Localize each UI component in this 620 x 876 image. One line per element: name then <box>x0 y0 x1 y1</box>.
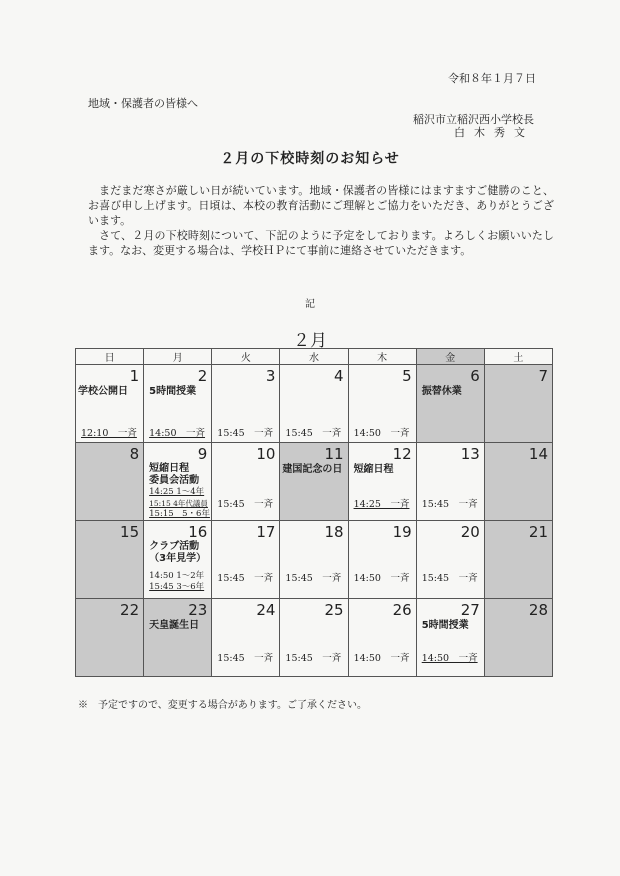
day-cell-1 <box>76 365 144 443</box>
day-number: 2 <box>197 367 208 385</box>
recipient-line: 地域・保護者の皆様へ <box>88 97 198 110</box>
day-number: 16 <box>188 523 208 541</box>
dismissal-times <box>149 571 204 593</box>
day-cell-3 <box>212 365 280 443</box>
dismissal-time: 12:10 一斉 <box>81 428 137 439</box>
dismissal-time-1: 14:50 1～2年 <box>149 571 205 581</box>
day-cell-24 <box>212 599 280 677</box>
day-event: 天皇誕生日 <box>149 620 200 631</box>
day-cell-4 <box>280 365 348 443</box>
sender-name: 白木秀文 <box>454 126 534 139</box>
day-cell-21 <box>484 521 552 599</box>
day-event: 学校公開日 <box>78 386 128 397</box>
day-number: 22 <box>120 601 140 619</box>
dismissal-time: 14:50 一斉 <box>353 653 410 664</box>
day-event-line-2: （3年見学） <box>149 553 207 564</box>
footnote: ※ 予定ですので、変更する場合があります。ご了承ください。 <box>78 700 367 711</box>
day-number: 5 <box>402 367 412 385</box>
calendar-week-2 <box>76 443 553 521</box>
day-cell-7 <box>484 365 552 443</box>
day-number: 28 <box>528 601 548 619</box>
day-number: 1 <box>129 367 140 385</box>
day-cell-25 <box>280 599 348 677</box>
calendar-week-4 <box>76 599 553 677</box>
calendar-month-label: ２月 <box>293 331 327 351</box>
day-number: 25 <box>324 601 344 619</box>
weekday-thu: 木 <box>348 349 416 365</box>
day-number: 7 <box>538 367 548 385</box>
day-event-line-1: 短縮日程 <box>149 463 190 474</box>
day-cell-2 <box>144 365 212 443</box>
dismissal-time: 14:50 一斉 <box>353 428 410 439</box>
dismissal-time: 15:45 一斉 <box>285 573 342 584</box>
body-paragraph-2: さて、２月の下校時刻について、下記のように予定をしております。よろしくお願いいたします。なお、変更する場合は、学校ＨＰにて事前に連絡させていただきます。 <box>88 229 554 257</box>
day-number: 26 <box>392 601 412 619</box>
day-cell-11 <box>280 443 348 521</box>
day-event: 5時間授業 <box>421 620 469 631</box>
body-paragraph-1: まだまだ寒さが厳しい日が続いています。地域・保護者の皆様にはますますご健勝のこと、お喜び申し上げます。日頃は、本校の教育活動にご理解とご協力をいただき、ありがとうございます。 <box>88 184 554 227</box>
day-cell-19 <box>348 521 416 599</box>
day-cell-12 <box>348 443 416 521</box>
day-number: 8 <box>129 445 140 463</box>
day-number: 27 <box>460 601 480 619</box>
dismissal-time: 14:25 一斉 <box>353 499 410 510</box>
day-number: 19 <box>392 523 412 541</box>
weekday-sun: 日 <box>76 349 144 365</box>
day-cell-6 <box>416 365 484 443</box>
dismissal-time-2: 15:45 3～6年 <box>149 582 205 592</box>
dismissal-time-1: 14:25 1～4年 <box>149 487 205 497</box>
weekday-mon: 月 <box>144 349 212 365</box>
day-cell-28 <box>484 599 552 677</box>
day-cell-27 <box>416 599 484 677</box>
day-number: 24 <box>256 601 276 619</box>
day-event: 振替休業 <box>421 386 462 397</box>
day-cell-26 <box>348 599 416 677</box>
day-cell-5 <box>348 365 416 443</box>
day-cell-17 <box>212 521 280 599</box>
weekday-tue: 火 <box>212 349 280 365</box>
day-event-line-2: 委員会活動 <box>149 475 200 486</box>
day-event-line-1: クラブ活動 <box>149 541 200 552</box>
day-event: 5時間授業 <box>149 386 197 397</box>
dismissal-time: 15:45 一斉 <box>421 573 478 584</box>
day-number: 15 <box>120 523 140 541</box>
weekday-header-row <box>76 349 553 365</box>
weekday-wed: 水 <box>280 349 348 365</box>
day-cell-20 <box>416 521 484 599</box>
calendar-table <box>75 348 553 677</box>
day-event <box>149 541 206 565</box>
dismissal-times <box>149 487 210 520</box>
day-number: 20 <box>460 523 480 541</box>
day-number: 14 <box>528 445 548 463</box>
day-cell-18 <box>280 521 348 599</box>
weekday-fri: 金 <box>416 349 484 365</box>
day-cell-16 <box>144 521 212 599</box>
dismissal-time: 15:45 一斉 <box>217 573 274 584</box>
day-event: 建国記念の日 <box>282 464 343 475</box>
dismissal-time: 14:50 一斉 <box>149 428 206 439</box>
day-cell-8 <box>76 443 144 521</box>
day-number: 3 <box>265 367 276 385</box>
document-title: ２月の下校時刻のお知らせ <box>220 151 400 167</box>
dismissal-time: 14:50 一斉 <box>421 653 478 664</box>
dismissal-time: 15:45 一斉 <box>217 428 274 439</box>
day-number: 13 <box>460 445 480 463</box>
day-number: 23 <box>188 601 208 619</box>
dismissal-time: 15:45 一斉 <box>421 499 478 510</box>
day-cell-10 <box>212 443 280 521</box>
calendar-week-1 <box>76 365 553 443</box>
dismissal-time-3: 15:15 5・6年 <box>149 509 210 519</box>
sender-school: 稲沢市立稲沢西小学校長 <box>413 113 534 126</box>
day-number: 6 <box>470 367 480 385</box>
day-cell-22 <box>76 599 144 677</box>
calendar-week-3 <box>76 521 553 599</box>
day-number: 10 <box>256 445 276 463</box>
day-number: 11 <box>324 445 344 463</box>
letter-body <box>88 183 554 258</box>
day-cell-9 <box>144 443 212 521</box>
day-cell-13 <box>416 443 484 521</box>
day-number: 9 <box>197 445 208 463</box>
ki-marker: 記 <box>305 299 315 310</box>
dismissal-time: 15:45 一斉 <box>217 653 274 664</box>
document-date: 令和８年１月７日 <box>448 72 536 85</box>
day-cell-23 <box>144 599 212 677</box>
dismissal-time: 15:45 一斉 <box>285 653 342 664</box>
day-event <box>149 463 199 487</box>
day-number: 18 <box>324 523 344 541</box>
day-event: 短縮日程 <box>353 464 394 475</box>
dismissal-time-2: 15:15 4年代議員 <box>149 499 208 508</box>
day-number: 4 <box>334 367 344 385</box>
day-number: 12 <box>392 445 412 463</box>
day-number: 17 <box>256 523 276 541</box>
weekday-sat: 土 <box>484 349 552 365</box>
dismissal-time: 15:45 一斉 <box>285 428 342 439</box>
day-number: 21 <box>528 523 548 541</box>
day-cell-14 <box>484 443 552 521</box>
dismissal-time: 15:45 一斉 <box>217 499 274 510</box>
dismissal-time: 14:50 一斉 <box>353 573 410 584</box>
day-cell-15 <box>76 521 144 599</box>
